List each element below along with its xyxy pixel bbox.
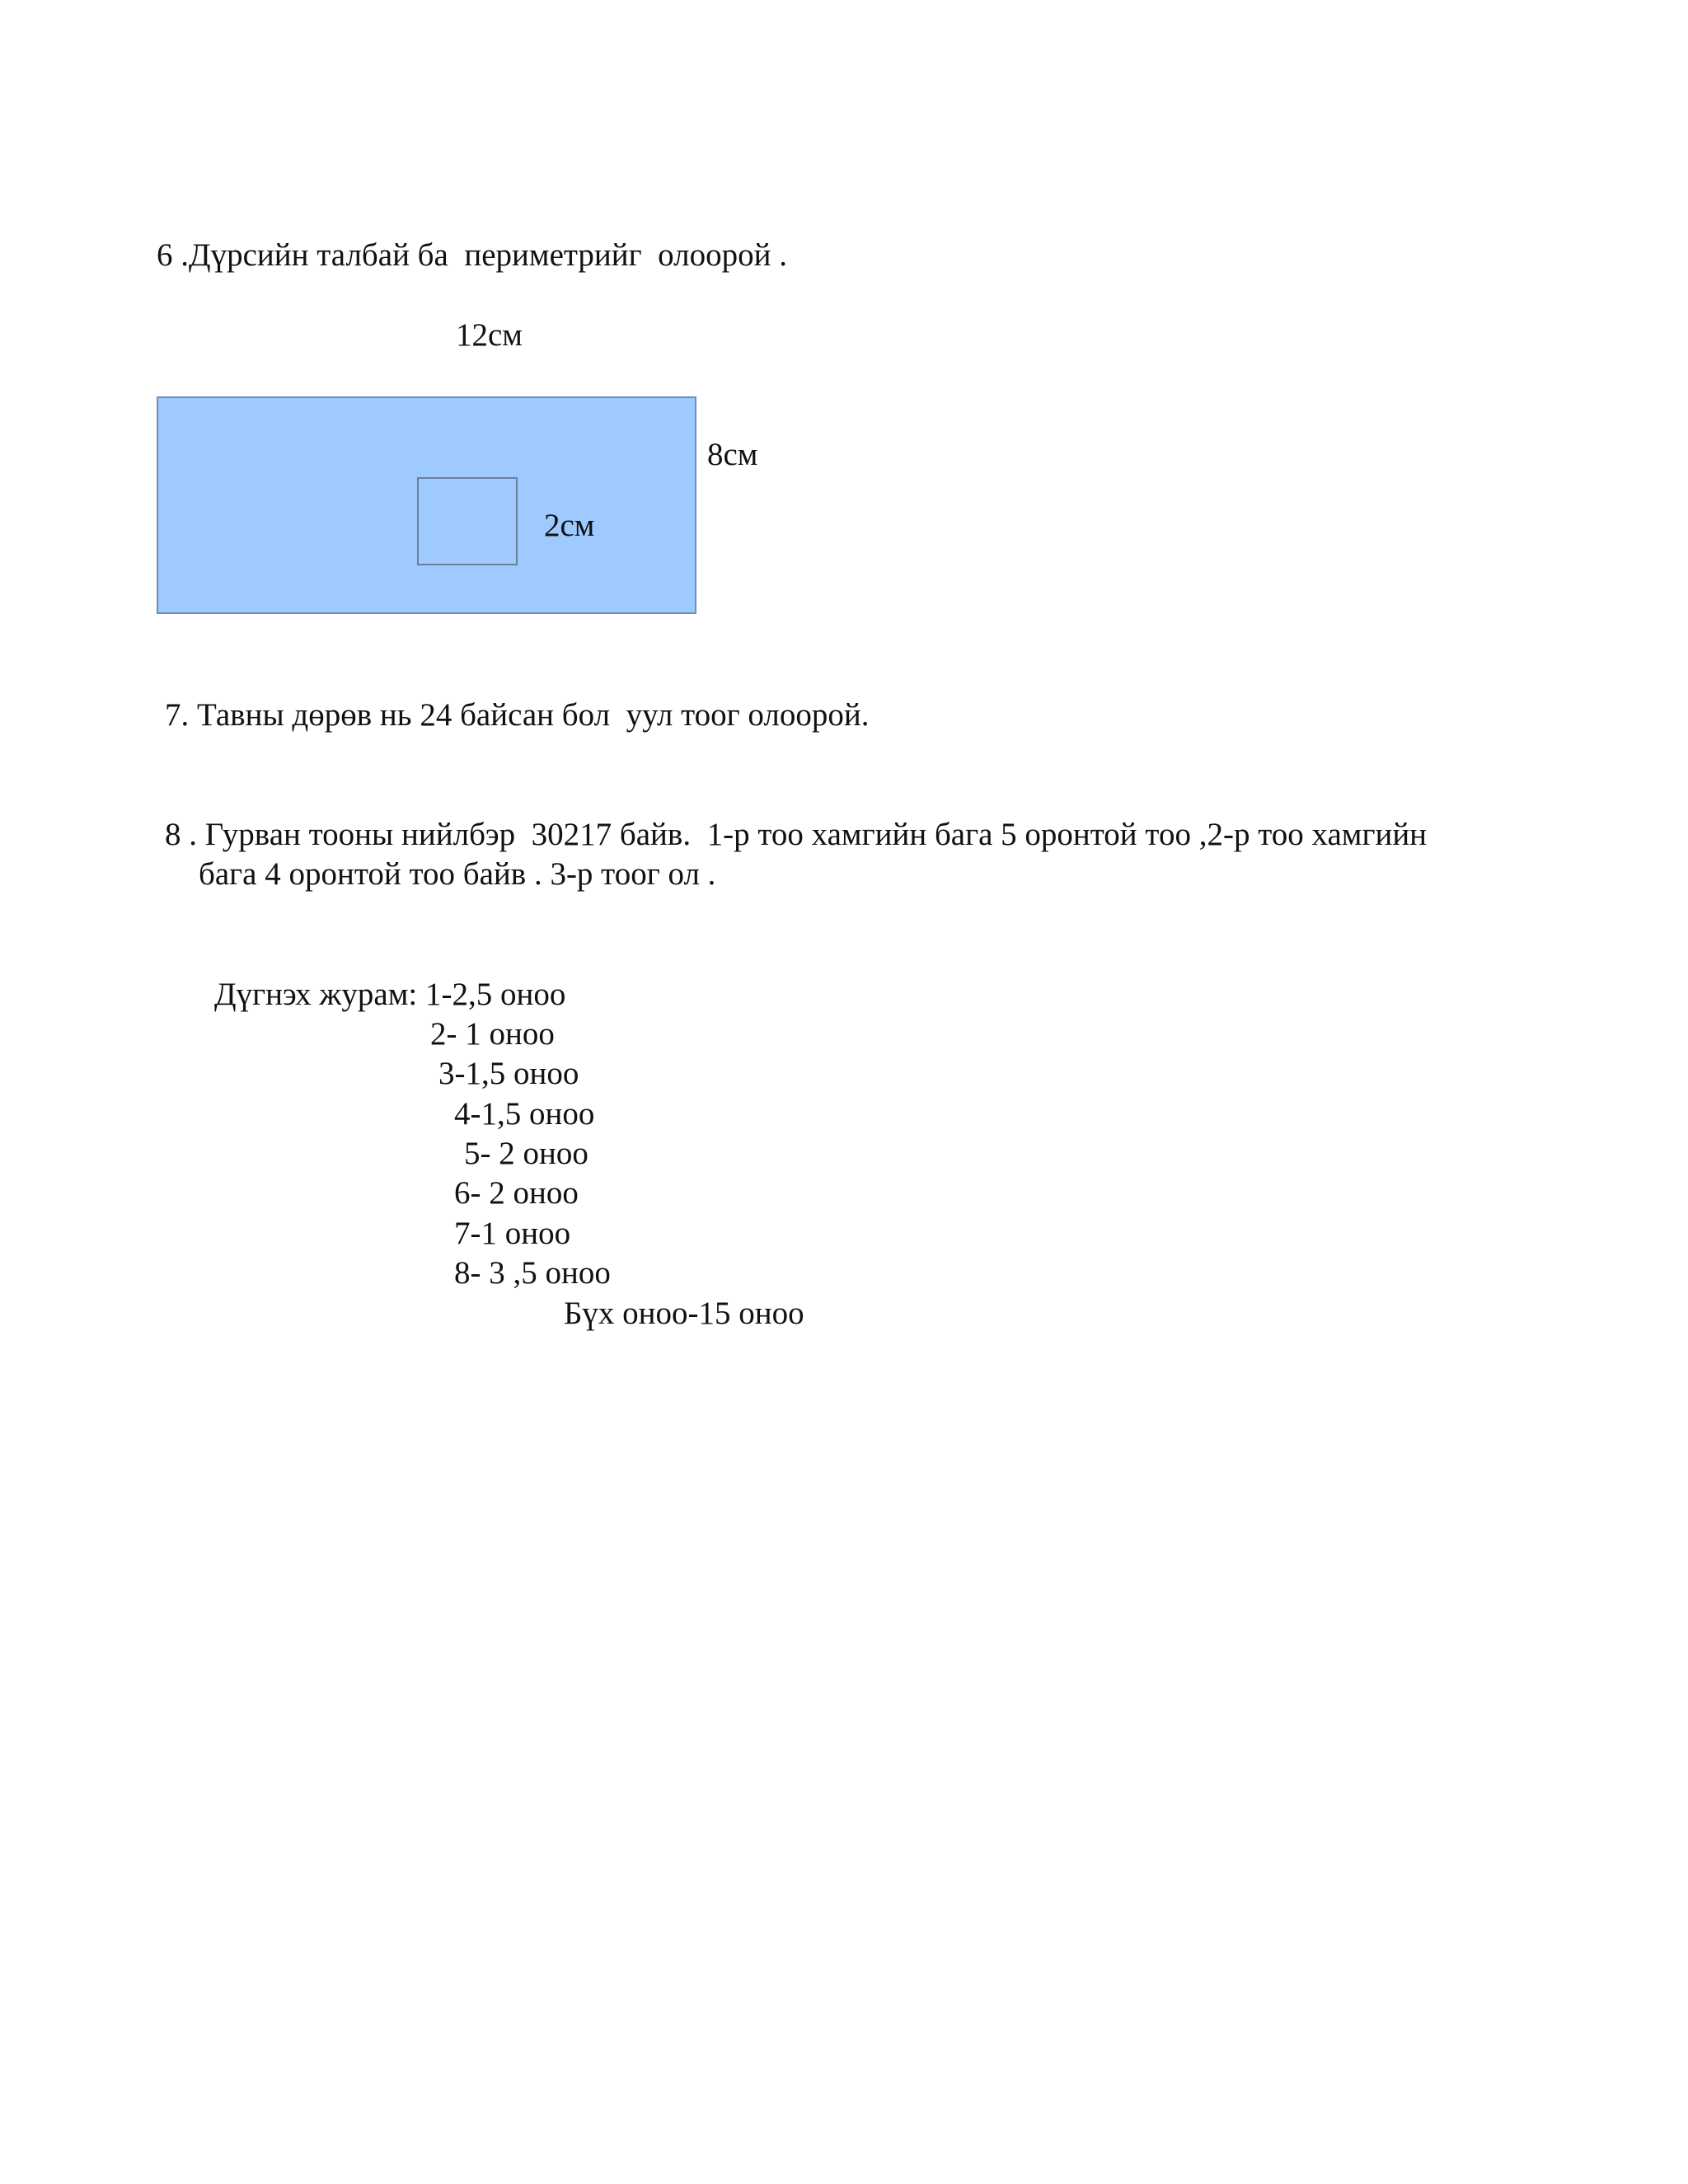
- scoring-heading: Дүгнэх журам: 1-2,5 оноо: [214, 977, 566, 1012]
- scoring-total: Бүх оноо-15 оноо: [564, 1296, 804, 1331]
- scoring-line-8: 8- 3 ,5 оноо: [454, 1255, 611, 1291]
- inner-square-label: 2см: [544, 508, 595, 543]
- scoring-line-5: 5- 2 оноо: [464, 1136, 588, 1171]
- scoring-line-4: 4-1,5 оноо: [454, 1096, 595, 1132]
- question-7-text: 7. Тавны дөрөв нь 24 байсан бол уул тоог олоорой.: [165, 697, 870, 733]
- figure-height-label: 8см: [707, 437, 758, 472]
- inner-square: [417, 477, 518, 565]
- question-6-text: 6 .Дүрсийн талбай ба периметрийг олоорой .: [157, 237, 787, 273]
- scoring-line-7: 7-1 оноо: [454, 1216, 571, 1251]
- scoring-line-6: 6- 2 оноо: [454, 1175, 579, 1211]
- question-8-line-2: бага 4 оронтой тоо байв . 3-р тоог ол .: [199, 856, 716, 892]
- question-8-line-1: 8 . Гурван тооны нийлбэр 30217 байв. 1-р тоо хамгийн бага 5 оронтой тоо ,2-р тоо хамгийн: [165, 817, 1428, 852]
- scoring-line-2: 2- 1 оноо: [430, 1016, 555, 1052]
- figure-width-label: 12см: [456, 317, 523, 353]
- scoring-line-3: 3-1,5 оноо: [438, 1056, 579, 1091]
